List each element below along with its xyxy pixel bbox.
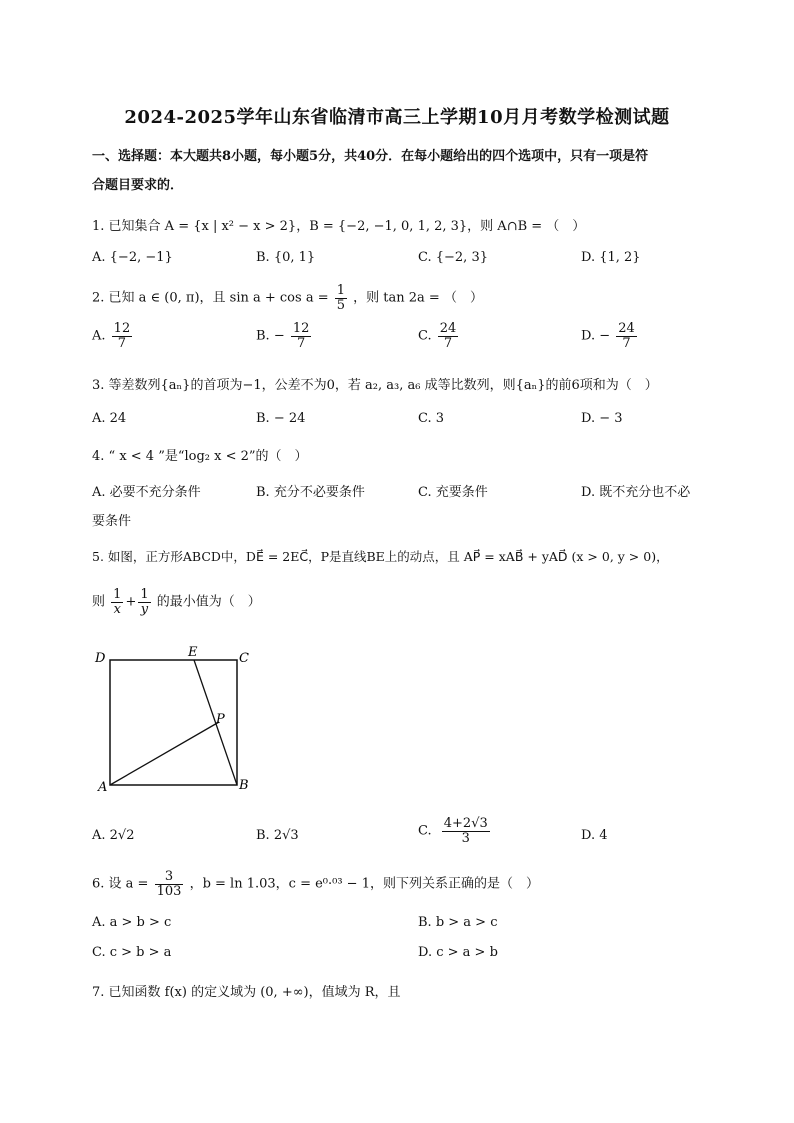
q2-option-c xyxy=(418,322,460,350)
q6-option-b: B. b > a > c xyxy=(418,915,498,930)
label-d: D xyxy=(95,651,106,666)
question-7-stem: 7. 已知函数 f(x) 的定义域为 (0, +∞)，值域为 R，且 xyxy=(92,985,401,1000)
question-5-stem: 5. 如图，正方形ABCD中，DE⃗ = 2EC⃗，P是直线BE上的动点，且 AP⃗ = xAB⃗ + yAD⃗ (x > 0, y > 0)， xyxy=(92,549,669,564)
question-6-stem xyxy=(92,870,539,898)
q2-b-sign: − xyxy=(273,328,285,344)
q5-frac1-num: 1 xyxy=(113,587,122,602)
q3-option-a: A. 24 xyxy=(92,411,127,426)
q5-option-d: D. 4 xyxy=(581,828,608,843)
q5-line2-post: 的最小值为（ ） xyxy=(156,594,261,610)
segment-ap xyxy=(110,722,219,785)
q4-option-b: B. 充分不必要条件 xyxy=(256,485,365,500)
section-heading-line2: 合题目要求的． xyxy=(92,178,184,193)
q1-option-a: A. {−2, −1} xyxy=(92,250,173,265)
q2-a-den: 7 xyxy=(117,335,127,351)
q2-b-label: B. xyxy=(256,328,270,344)
q2-c-label: C. xyxy=(418,328,432,344)
q6-frac-num: 3 xyxy=(155,870,184,885)
q3-option-c: C. 3 xyxy=(418,411,445,426)
q5-frac2-den: y xyxy=(140,601,149,617)
q6-option-d: D. c > a > b xyxy=(418,945,498,960)
question-3-stem: 3. 等差数列{aₙ}的首项为−1，公差不为0，若 a₂, a₃, a₆ 成等比数列，则{aₙ}的前6项和为（ ） xyxy=(92,378,658,393)
q2-d-den: 7 xyxy=(622,335,631,351)
q6-stem-post: ，b = ln 1.03，c = e⁰·⁰³ − 1，则下列关系正确的是（ ） xyxy=(189,876,539,892)
q5-c-den: 3 xyxy=(461,830,470,846)
q3-option-b: B. − 24 xyxy=(256,411,306,426)
q1-option-b: B. {0, 1} xyxy=(256,250,316,265)
question-1-stem: 1. 已知集合 A = {x | x² − x > 2}，B = {−2, −1, 0, 1, 2, 3}，则 A∩B = （ ） xyxy=(92,219,586,234)
q2-fraction xyxy=(335,284,347,312)
q1-option-c: C. {−2, 3} xyxy=(418,250,488,265)
q2-d-num: 24 xyxy=(618,321,635,336)
q5-option-c xyxy=(418,817,492,845)
q5-option-a: A. 2√2 xyxy=(92,828,135,843)
page-title: 2024-2025学年山东省临清市高三上学期10月月考数学检测试题 xyxy=(124,107,670,128)
q5-line2-pre: 则 xyxy=(92,594,106,610)
q5-c-label: C. xyxy=(418,823,432,839)
q4-option-a: A. 必要不充分条件 xyxy=(92,485,201,500)
label-c: C xyxy=(239,651,249,666)
q5-square-figure xyxy=(90,645,270,805)
q2-option-d xyxy=(581,322,639,350)
q2-option-a xyxy=(92,322,134,350)
question-2-stem xyxy=(92,284,483,312)
label-e: E xyxy=(188,645,198,660)
q5-frac1-den: x xyxy=(113,601,121,617)
label-b: B xyxy=(239,778,249,793)
q6-option-a: A. a > b > c xyxy=(92,915,172,930)
q4-option-d: D. 既不充分也不必 xyxy=(581,485,691,500)
q5-frac2-num: 1 xyxy=(140,587,149,602)
q2-stem-post: ，则 tan 2a = （ ） xyxy=(353,290,483,306)
q2-d-label: D. xyxy=(581,328,596,344)
q2-stem-pre: 2. 已知 a ∈ (0, π)，且 sin a + cos a = xyxy=(92,290,329,306)
q3-option-d: D. − 3 xyxy=(581,411,623,426)
q1-option-d: D. {1, 2} xyxy=(581,250,641,265)
q6-option-c: C. c > b > a xyxy=(92,945,172,960)
q2-c-num: 24 xyxy=(439,321,457,336)
q4-option-c: C. 充要条件 xyxy=(418,485,488,500)
q2-option-b xyxy=(256,322,313,350)
question-4-stem: 4. “ x < 4 ”是“log₂ x < 2”的（ ） xyxy=(92,449,308,464)
q5-c-num: 4+2√3 xyxy=(443,816,488,831)
question-5-line2: 则 $\frac{1}{x}$ + $\frac{1}{y}$ 的最小值为（ ） xyxy=(92,587,261,617)
q2-d-sign: − xyxy=(599,328,611,344)
q2-b-num: 12 xyxy=(292,321,310,336)
q4-option-d-cont: 要条件 xyxy=(92,514,132,529)
q6-stem-pre: 6. 设 a = xyxy=(92,876,149,892)
q2-frac-den: 5 xyxy=(336,297,346,313)
q2-c-den: 7 xyxy=(443,335,453,351)
q2-frac-num: 1 xyxy=(336,283,346,298)
section-heading-line1: 一、选择题：本大题共8小题，每小题5分，共40分．在每小题给出的四个选项中，只有一项是符 xyxy=(92,149,649,164)
label-p: P xyxy=(216,712,225,727)
q2-a-label: A. xyxy=(92,328,106,344)
label-a: A xyxy=(98,780,108,795)
q5-option-b: B. 2√3 xyxy=(256,828,299,843)
q2-a-num: 12 xyxy=(113,321,131,336)
q2-b-den: 7 xyxy=(297,335,306,351)
q6-frac-den: 103 xyxy=(156,883,182,899)
